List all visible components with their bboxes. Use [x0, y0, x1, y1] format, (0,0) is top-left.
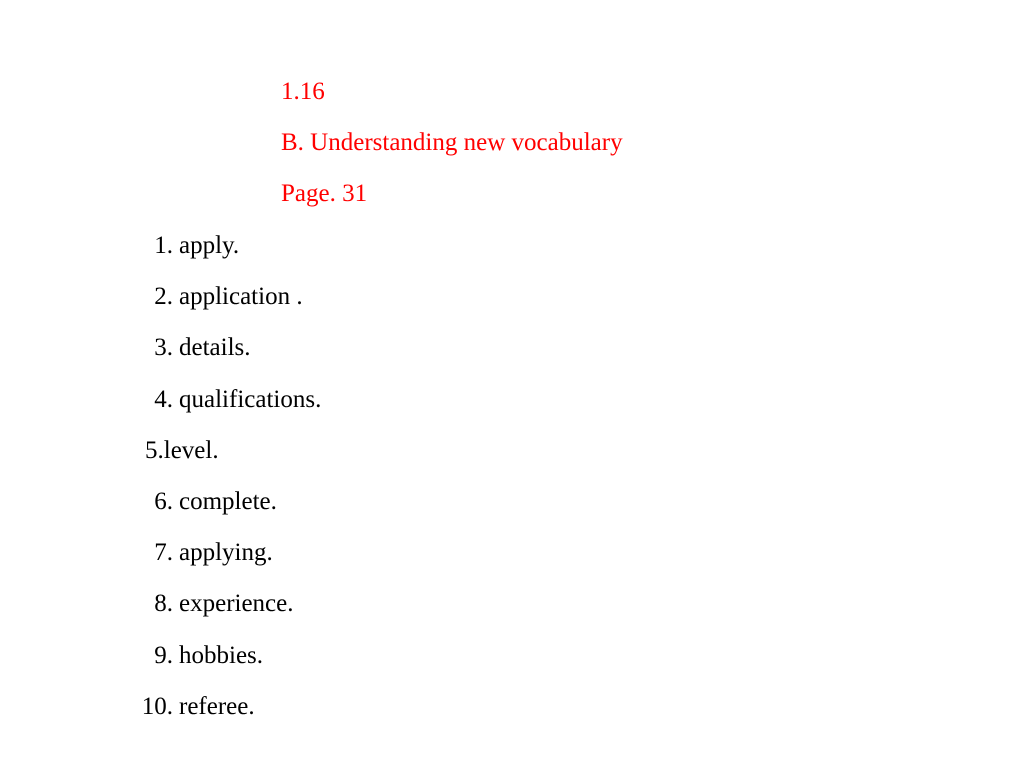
slide-header [281, 66, 623, 219]
answer-text: apply. [179, 232, 240, 259]
answer-item [138, 527, 438, 578]
answer-number: 9. [154, 641, 173, 669]
page-reference: Page. 31 [281, 180, 368, 207]
answer-text: application . [179, 283, 303, 311]
answer-item [138, 271, 438, 322]
answer-item [138, 425, 438, 476]
answer-list [138, 220, 438, 732]
section-number: 1.16 [281, 78, 325, 105]
answer-number: 10. [141, 692, 173, 720]
answer-item [138, 322, 438, 373]
answer-text: hobbies. [179, 641, 264, 669]
answer-number: 3. [154, 334, 173, 362]
answer-number: 8. [154, 590, 173, 618]
answer-number: 7. [154, 539, 173, 567]
answer-item [138, 578, 438, 629]
answer-text: details. [179, 334, 251, 362]
answer-number: 6. [154, 488, 173, 516]
answer-text: level. [163, 436, 219, 464]
answer-number: 2. [154, 283, 173, 311]
answer-number: 4. [154, 385, 173, 413]
answer-number: 1. [154, 232, 173, 259]
answer-item [138, 630, 438, 681]
answer-item [138, 374, 438, 425]
exercise-title: B. Understanding new vocabulary [281, 129, 623, 156]
answer-item [138, 220, 438, 271]
answer-text: referee. [179, 692, 255, 720]
answer-item [138, 476, 438, 527]
answer-text: qualifications. [179, 385, 322, 413]
answer-number: 5. [145, 436, 164, 464]
answer-item [138, 681, 438, 732]
answer-text: applying. [179, 539, 273, 567]
answer-text: complete. [179, 488, 277, 516]
answer-text: experience. [179, 590, 294, 618]
